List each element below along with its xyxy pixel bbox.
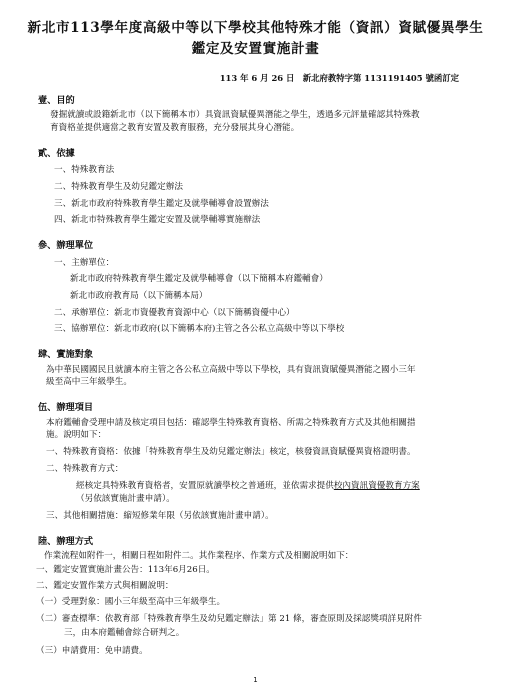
title-line-2: 鑑定及安置實施計畫 xyxy=(191,41,320,58)
list-item: 一、特殊教育法 xyxy=(54,165,115,176)
list-item: 三、協辦單位：新北市政府(以下簡稱本府)主管之各公私立高級中等以下學校 xyxy=(54,324,345,335)
list-item: 二、特殊教育學生及幼兒鑑定辦法 xyxy=(54,181,183,192)
list-item: （另依該實施計畫申請）。 xyxy=(76,494,175,505)
paragraph-line: 本府鑑輔會受理申請及核定項目包括：確認學生特殊教育資格、所需之特殊教育方式及其他相關措 xyxy=(46,417,416,428)
page-number: 1 xyxy=(253,676,258,684)
paragraph-line: 為中華民國國民且就讀本府主管之各公私立高級中等以下學校，具有資訊資賦優異潛能之國小三年 xyxy=(46,364,416,375)
list-item: 一、鑑定安置實施計畫公告：113年6月26日。 xyxy=(36,565,215,576)
list-item: （三）申請費用：免申請費。 xyxy=(36,645,148,656)
paragraph-line: 發掘就讀或設籍新北市（以下簡稱本市）具資訊資賦優異潛能之學生，透過多元評量確認其特殊教 xyxy=(50,110,420,121)
list-item: 一、特殊教育資格：依據「特殊教育學生及幼兒鑑定辦法」核定，核發資訊資賦優異資格證明書。 xyxy=(46,447,416,458)
text-span: 經核定具特殊教育資格者，安置原就讀學校之普通班，並依需求提供 xyxy=(76,480,334,491)
list-item: 一、主辦單位： xyxy=(54,257,115,268)
section-organizers xyxy=(38,240,477,335)
list-item: （一）受理對象：國小三年級至高中三年級學生。 xyxy=(36,596,226,607)
list-item: 四、新北市特殊教育學生鑑定安置及就學輔導實施辦法 xyxy=(54,215,261,226)
section-purpose xyxy=(38,95,477,134)
section-title: 伍、辦理項目 xyxy=(38,402,94,414)
document-title xyxy=(0,18,511,60)
list-item: 二、特殊教育方式： xyxy=(46,463,124,474)
title-line-1: 新北市113學年度高級中等以下學校其他特殊才能（資訊）資賦優異學生 xyxy=(27,20,484,36)
list-item: 三，由本府鑑輔會綜合研判之。 xyxy=(64,627,185,638)
paragraph-line: 級至高中三年級學生。 xyxy=(46,377,132,388)
section-title: 肆、實施對象 xyxy=(38,349,94,361)
list-item: 新北市政府教育局（以下簡稱本局） xyxy=(70,291,208,301)
underlined-text: 校內資訊資優教育方案 xyxy=(333,480,420,491)
section-method xyxy=(36,536,477,657)
section-items xyxy=(38,402,477,522)
list-item: （二）審查標準：依教育部「特殊教育學生及幼兒鑑定辦法」第 21 條，審查原則及採認獎項詳見附件 xyxy=(36,614,422,625)
list-item: 新北市政府特殊教育學生鑑定及就學輔導會（以下簡稱本府鑑輔會） xyxy=(70,274,328,285)
section-title: 參、辦理單位 xyxy=(38,240,94,252)
list-item xyxy=(76,481,477,492)
section-title: 陸、辦理方式 xyxy=(38,535,94,547)
paragraph-line: 作業流程如附件一，相關日程如附件二。其作業程序、作業方式及相關說明如下： xyxy=(44,551,354,562)
section-target xyxy=(38,349,477,388)
list-item: 三、新北市政府特殊教育學生鑑定及就學輔導會設置辦法 xyxy=(54,198,269,209)
paragraph-line: 育資格並提供適當之教育安置及教育服務，充分發展其身心潛能。 xyxy=(50,122,300,133)
paragraph-line: 施。說明如下： xyxy=(46,430,107,441)
list-item: 二、承辦單位：新北市資優教育資源中心（以下簡稱資優中心） xyxy=(54,307,295,318)
section-title: 壹、目的 xyxy=(38,94,75,106)
issue-date-reference: 113 年 6 月 26 日 新北府教特字第 1131191405 號函訂定 xyxy=(219,73,459,84)
section-basis xyxy=(38,148,477,226)
section-title: 貳、依據 xyxy=(38,147,75,159)
list-item: 三、其他相關措施：縮短修業年限（另依該實施計畫申請）。 xyxy=(46,511,274,522)
list-item: 二、鑑定安置作業方式與相關說明： xyxy=(36,580,174,591)
